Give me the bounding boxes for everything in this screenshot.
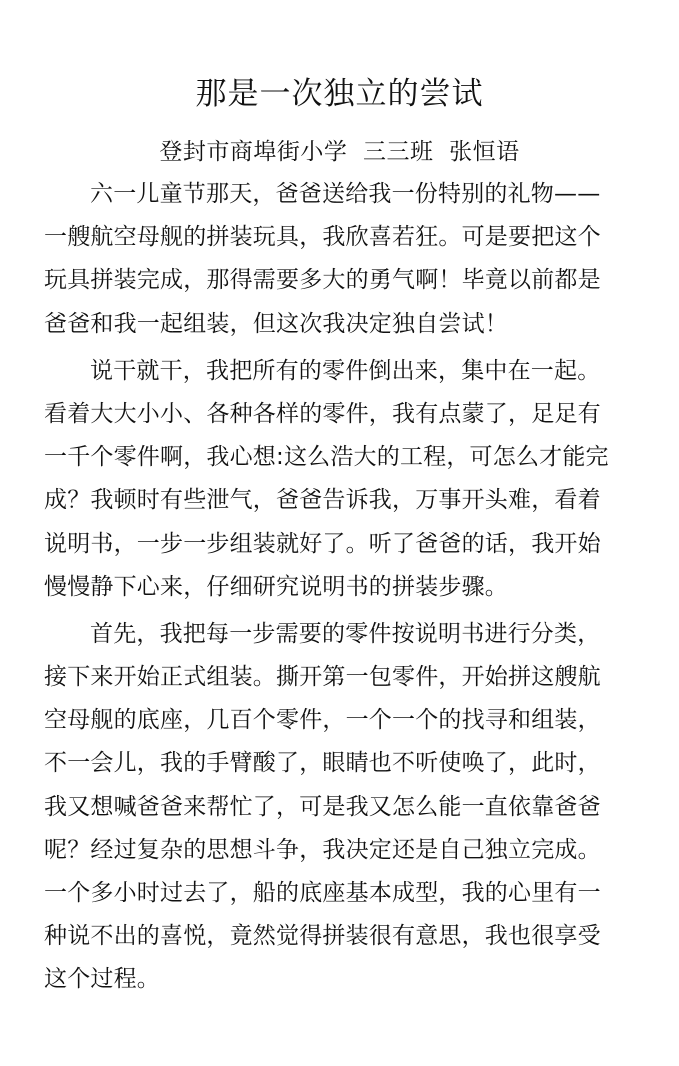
text-line: 不一会儿，我的手臂酸了，眼睛也不听使唤了，此时， [44, 750, 601, 777]
essay-title: 那是一次独立的尝试 [195, 76, 484, 112]
text-line: 首先，我把每一步需要的零件按说明书进行分类， [90, 620, 601, 647]
text-line: 空母舰的底座，几百个零件，一个一个的找寻和组装， [44, 707, 601, 734]
text-line: 慢慢静下心来，仔细研究说明书的拼装步骤。 [44, 573, 508, 600]
text-line: 看着大大小小、各种各样的零件，我有点蒙了，足足有 [44, 400, 601, 427]
text-line: 这个过程。 [44, 966, 160, 993]
paragraph [44, 173, 644, 346]
essay-body [44, 173, 644, 1002]
text-line: 爸爸和我一起组装，但这次我决定独自尝试！ [44, 310, 508, 337]
text-line: 说干就干，我把所有的零件倒出来，集中在一起。 [90, 357, 601, 384]
text-line: 呢？经过复杂的思想斗争，我决定还是自己独立完成。 [44, 836, 601, 863]
text-line: 种说不出的喜悦，竟然觉得拼装很有意思，我也很享受 [44, 923, 601, 950]
text-line: 一千个零件啊，我心想:这么浩大的工程，可怎么才能完 [44, 444, 609, 471]
text-line: 一个多小时过去了，船的底座基本成型，我的心里有一 [44, 880, 601, 906]
text-line: 接下来开始正式组装。撕开第一包零件，开始拼这艘航 [44, 664, 601, 691]
paragraph [44, 350, 644, 609]
paragraph [44, 613, 644, 1002]
text-line: 玩具拼装完成，那得需要多大的勇气啊！毕竟以前都是 [44, 267, 601, 294]
text-line: 一艘航空母舰的拼装玩具，我欣喜若狂。可是要把这个 [44, 224, 601, 251]
author-byline: 登封市商埠街小学 三三班 张恒语 [159, 139, 520, 165]
text-line: 六一儿童节那天，爸爸送给我一份特别的礼物—— [90, 181, 601, 207]
text-line: 成？我顿时有些泄气，爸爸告诉我，万事开头难，看着 [44, 487, 601, 514]
text-line: 我又想喊爸爸来帮忙了，可是我又怎么能一直依靠爸爸 [44, 793, 601, 820]
text-line: 说明书，一步一步组装就好了。听了爸爸的话，我开始 [44, 530, 601, 557]
